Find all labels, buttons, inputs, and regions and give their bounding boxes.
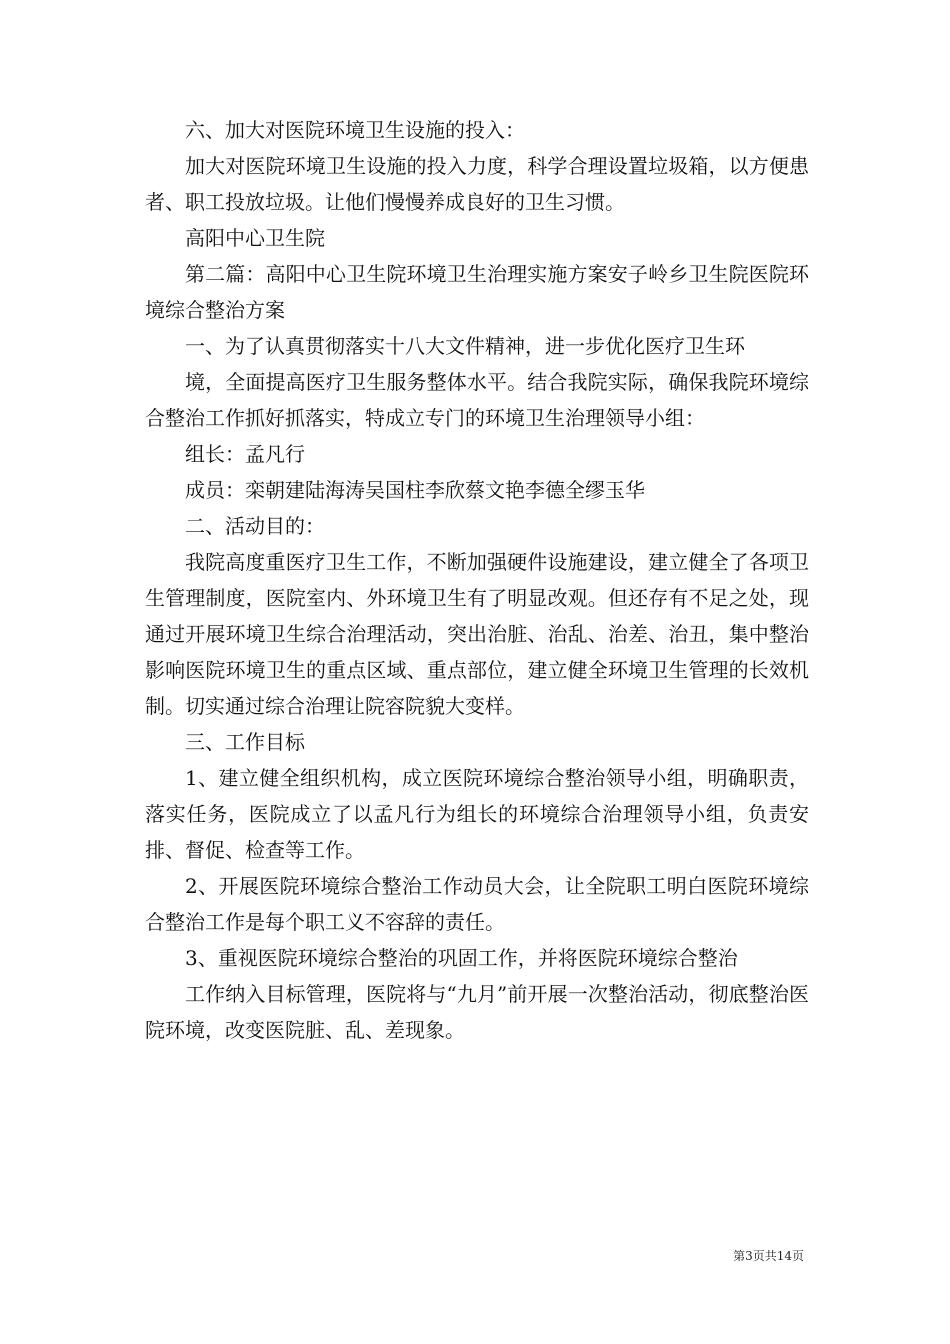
goal-item-2: 2、开展医院环境综合整治工作动员大会，让全院职工明白医院环境综合整治工作是每个职工义不容辞的责任。 bbox=[145, 874, 809, 934]
paragraph-purpose: 我院高度重医疗卫生工作，不断加强硬件设施建设，建立健全了各项卫生管理制度，医院室内、外环境卫生有了明显改观。但还存有不足之处，现通过开展环境卫生综合治理活动，突出治脏、治乱、治差、治丑，集中整治影响医院环境卫生的重点区域、重点部位，建立健全环境卫生管理的长效机制。切实通过综合治理让院容院貌大变样。 bbox=[145, 550, 809, 718]
section-heading-six: 六、加大对医院环境卫生设施的投入： bbox=[185, 118, 525, 142]
organization-name: 高阳中心卫生院 bbox=[185, 226, 325, 250]
document-body bbox=[145, 112, 809, 1048]
members-line: 成员：栾朝建陆海涛吴国柱李欣蔡文艳李德全缪玉华 bbox=[185, 478, 645, 502]
section-heading-three: 三、工作目标 bbox=[185, 730, 305, 754]
goal-item-3-continued: 工作纳入目标管理，医院将与“九月”前开展一次整治活动，彻底整治医院环境，改变医院脏、乱、差现象。 bbox=[145, 982, 809, 1042]
goal-item-3: 3、重视医院环境综合整治的巩固工作，并将医院环境综合整治 bbox=[185, 946, 738, 970]
paragraph-leadership: 境，全面提高医疗卫生服务整体水平。结合我院实际，确保我院环境综合整治工作抓好抓落实，特成立专门的环境卫生治理领导小组： bbox=[145, 370, 809, 430]
page-footer bbox=[0, 1248, 950, 1264]
goal-item-1: 1、建立健全组织机构，成立医院环境综合整治领导小组，明确职责，落实任务，医院成立了以孟凡行为组长的环境综合治理领导小组，负责安排、督促、检查等工作。 bbox=[145, 766, 809, 862]
paragraph-facilities: 加大对医院环境卫生设施的投入力度，科学合理设置垃圾箱，以方便患者、职工投放垃圾。让他们慢慢养成良好的卫生习惯。 bbox=[145, 154, 809, 214]
leader-line: 组长：孟凡行 bbox=[185, 442, 305, 466]
section-heading-one: 一、为了认真贯彻落实十八大文件精神，进一步优化医疗卫生环 bbox=[185, 334, 745, 358]
page-number-label: 第3页共14页 bbox=[733, 1249, 804, 1263]
section-heading-two: 二、活动目的： bbox=[185, 514, 325, 538]
chapter-title: 第二篇：高阳中心卫生院环境卫生治理实施方案安子岭乡卫生院医院环境综合整治方案 bbox=[145, 262, 809, 322]
